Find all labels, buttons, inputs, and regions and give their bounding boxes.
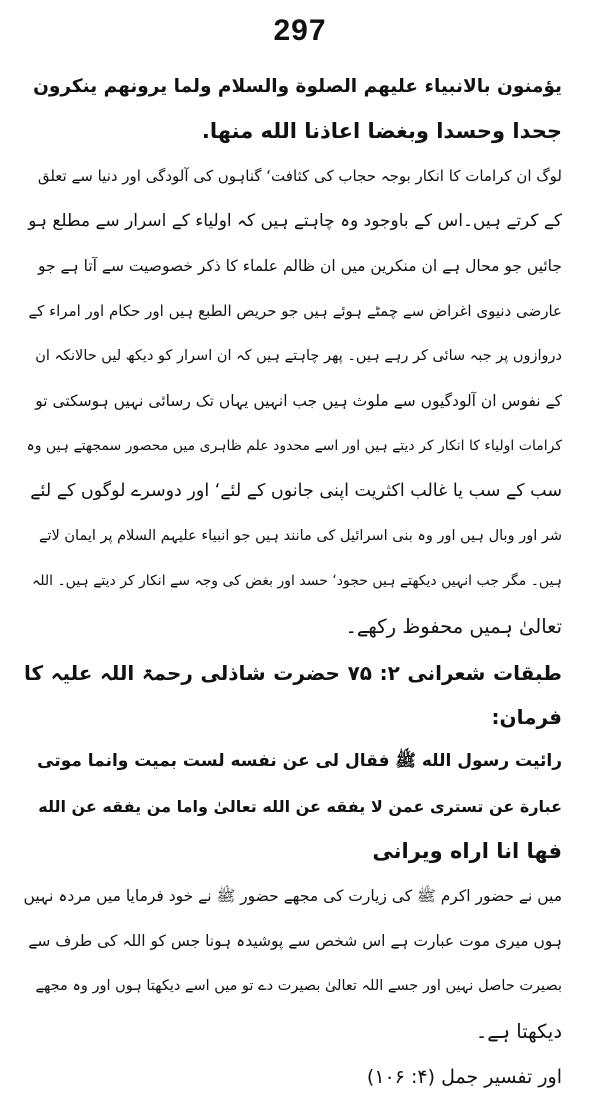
urdu-line: سب کے سب یا غالب اکثریت اپنی جانوں کے لئے‘ اور دوسرے لوگوں کے لئے <box>30 481 562 501</box>
urdu-line: کے نفوس ان آلودگیوں سے ملوث ہیں جب انہیں یہاں تک رسائی نہیں ہوسکتی تو <box>35 392 562 410</box>
arabic-line: رائیت رسول الله ﷺ فقال لی عن نفسه لست بمیت وانما موتی <box>37 751 562 771</box>
urdu-line: بصیرت حاصل نہیں اور جسے اللہ تعالیٰ بصیرت دے تو میں اسے دیکھتا ہوں اور وہ مجھے <box>35 978 562 994</box>
arabic-line: عبارة عن تستری عمن لا یفقه عن الله تعالیٰ واما من یفقه عن الله <box>38 797 562 816</box>
reference-citation: اور تفسیر جمل (۴: ۱۰۶) <box>366 1066 562 1088</box>
arabic-line: فها انا اراه ویرانی <box>372 839 562 863</box>
arabic-line: جحدا وحسدا وبغضا اعاذنا الله منها. <box>201 119 562 143</box>
urdu-paragraph-2 <box>24 874 562 1054</box>
urdu-line: ہوں میری موت عبارت ہے اس شخص سے پوشیدہ ہونا جس کو اللہ کی طرف سے <box>28 932 562 950</box>
page-number: 297 <box>273 14 327 47</box>
urdu-line: کے کرتے ہیں۔اس کے باوجود وہ چاہتے ہیں کہ اولیاء کے اسرار سے مطلع ہو <box>28 211 562 231</box>
urdu-line: شر اور وبال ہیں اور وہ بنی اسرائیل کی مانند ہیں جو انبیاء علیہم السلام پر ایمان لاتے <box>38 528 562 544</box>
urdu-line: ہیں۔ مگر جب انہیں دیکھتے ہیں حجود‘ حسد اور بغض کی وجہ سے انکار کر دیتے ہیں۔ اللہ <box>32 573 562 589</box>
urdu-line: لوگ ان کرامات کا انکار بوجہ حجاب کی کثافت‘ گناہوں کی آلودگی اور دنیا سے تعلق <box>37 167 562 185</box>
urdu-line: میں نے حضور اکرم ﷺ کی زیارت کی مجھے حضور ﷺ نے خود فرمایا میں مردہ نہیں <box>24 887 562 905</box>
arabic-quote-2 <box>24 739 562 874</box>
arabic-line: يؤمنون بالانبياء عليهم الصلوة والسلام ولما يرونهم ينكرون <box>33 76 562 97</box>
urdu-paragraph-1 <box>24 154 562 649</box>
urdu-line: تعالیٰ ہمیں محفوظ رکھے۔ <box>345 615 562 638</box>
section-heading: طبقات شعرانی ۲: ۷۵ حضرت شاذلی رحمۃ اللہ علیہ کا فرمان: <box>24 661 562 729</box>
urdu-line: دروازوں پر جبہ سائی کر رہے ہیں۔ پھر چاہتے ہیں کہ ان اسرار کو دیکھ لیں حالانکہ ان <box>35 348 562 364</box>
arabic-quote-1 <box>24 64 562 154</box>
urdu-line: جائیں جو محال ہے ان منکرین میں ان ظالم علماء کا ذکر خصوصیت سے آتا ہے جو <box>38 257 562 275</box>
urdu-line: کرامات اولیاء کا انکار کر دیتے ہیں اور اسے محدود علم ظاہری میں محصور سمجھتے ہیں وہ <box>26 438 562 454</box>
urdu-line: عارضی دنیوی اغراض سے چمٹے ہوئے ہیں جو حریص الطبع ہیں اور حکام اور امراء کے <box>28 302 562 320</box>
urdu-line: دیکھتا ہے۔ <box>475 1020 562 1043</box>
page-body <box>24 64 562 1100</box>
